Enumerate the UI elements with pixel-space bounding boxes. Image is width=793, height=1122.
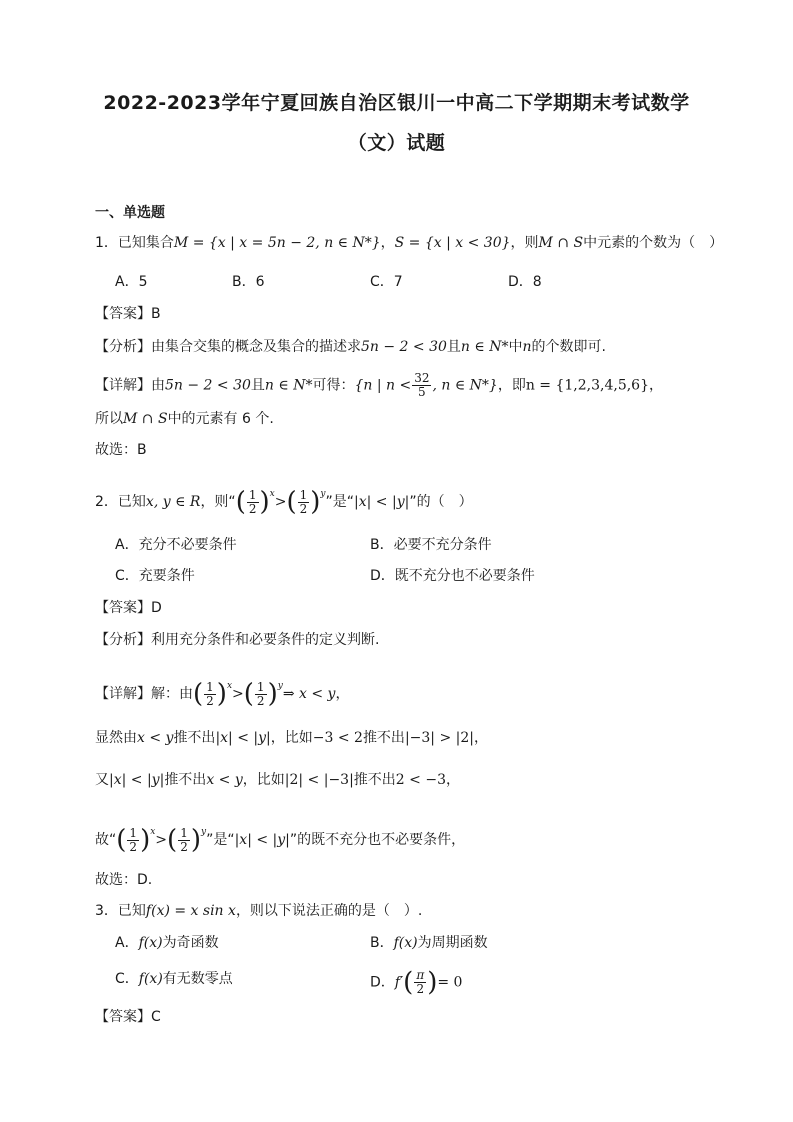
fraction-numerator: 1 xyxy=(180,825,188,840)
q2-line4-a: 故“ xyxy=(95,832,117,848)
gt-symbol: > xyxy=(274,494,287,510)
fraction-denominator: 2 xyxy=(256,693,265,708)
left-paren: ( xyxy=(243,679,254,709)
gt-symbol: > xyxy=(155,832,168,848)
right-paren: ) xyxy=(216,679,227,709)
q3-opt-c-expr: f(x) xyxy=(138,971,163,987)
q2-stem-abs: |x| < |y| xyxy=(354,494,410,510)
left-paren: ( xyxy=(116,825,127,855)
q1-analysis-expr: 5n − 2 < 30 xyxy=(361,339,447,355)
q3-stem-b: ，则以下说法正确的是（ ）. xyxy=(235,903,423,919)
fraction-numerator: 1 xyxy=(206,679,214,694)
left-paren: ( xyxy=(286,487,297,517)
q2-stem-c: ”是“ xyxy=(325,494,355,510)
q1-suffix-b: 中元素的个数为（ ） xyxy=(583,235,724,251)
q2-detail xyxy=(95,676,349,708)
left-paren: ( xyxy=(403,967,414,998)
left-paren: ( xyxy=(235,487,246,517)
q3-opt-d-label: D． xyxy=(370,974,395,991)
exponent-y: y xyxy=(320,489,326,499)
q1-analysis-a: 由集合交集的概念及集合的描述求 xyxy=(151,339,361,355)
fraction-denominator: 2 xyxy=(180,839,188,854)
q3-answer-value: C xyxy=(151,1009,161,1025)
q3-stem-expr: f(x) = x sin x xyxy=(145,903,236,919)
q2-analysis xyxy=(95,630,379,650)
q1-stem-prefix: 1．已知集合 xyxy=(95,235,174,251)
exponent-x: x xyxy=(269,489,275,499)
q1-analysis-n: n xyxy=(522,339,532,355)
q2-line3-d: 推不出 xyxy=(353,772,396,788)
section-heading: 一、单选题 xyxy=(95,205,165,221)
q1-detail2-expr: M ∩ S xyxy=(123,411,168,427)
q2-answer xyxy=(95,598,162,618)
q1-detail2-b: 中的元素有 6 个. xyxy=(167,411,274,427)
q1-detail-d: ，即 xyxy=(497,377,526,394)
q2-line4-c: ”的既不充分也不必要条件， xyxy=(289,832,466,848)
q2-detail-line4 xyxy=(95,822,465,854)
q1-detail-a: 由 xyxy=(151,377,165,394)
fraction-denominator: 2 xyxy=(206,693,214,708)
q2-detail-a: 解：由 xyxy=(151,686,193,702)
fraction-denominator: 2 xyxy=(248,501,257,516)
fraction-denominator: 2 xyxy=(416,982,425,996)
fraction-denominator: 5 xyxy=(418,385,426,399)
q1-sep: ， xyxy=(380,235,395,251)
q3-opt-d-eq: = 0 xyxy=(437,974,463,991)
q1-choose: 故选：B xyxy=(95,442,147,458)
q2-option-a: A．充分不必要条件 xyxy=(115,537,237,553)
q3-stem-a: 3．已知 xyxy=(95,903,146,919)
q2-line2-e1: x < y xyxy=(137,730,174,746)
exponent-x: x xyxy=(150,827,156,837)
q2-option-c: C．充要条件 xyxy=(115,568,195,584)
q3-opt-a-text: 为奇函数 xyxy=(162,935,219,951)
q2-analysis-text: 利用充分条件和必要条件的定义判断. xyxy=(151,632,380,648)
q1-detail-line2 xyxy=(95,409,274,429)
q2-detail-b: ⇒ x < y xyxy=(282,686,336,702)
detail-tag: 【详解】 xyxy=(95,686,151,702)
left-paren: ( xyxy=(167,825,178,855)
q1-analysis xyxy=(95,337,606,357)
q3-option-a xyxy=(115,933,219,953)
answer-tag: 【答案】 xyxy=(95,1009,151,1025)
fraction-denominator: 2 xyxy=(299,501,308,516)
q1-stem xyxy=(95,233,723,253)
right-paren: ) xyxy=(427,967,438,998)
detail-tag: 【详解】 xyxy=(95,377,151,394)
q2-stem-vars: x, y ∈ R xyxy=(145,494,201,510)
q1-option-d: D．8 xyxy=(508,274,542,290)
half-fraction xyxy=(247,489,259,516)
fraction-numerator: 1 xyxy=(256,679,265,694)
q2-line3-b: 推不出 xyxy=(164,772,207,788)
q1-detail-expr2: n ∈ N* xyxy=(264,377,313,394)
q2-line2-e2: |x| < |y| xyxy=(215,730,271,746)
analysis-tag: 【分析】 xyxy=(95,339,151,355)
half-fraction xyxy=(127,827,139,854)
q2-detail-line3 xyxy=(95,770,460,790)
half-fraction xyxy=(204,681,216,708)
half-fraction xyxy=(255,681,267,708)
q2-line2-a: 显然由 xyxy=(95,730,137,746)
q1-suffix-a: ，则 xyxy=(510,235,539,251)
pi-half-fraction xyxy=(414,969,426,996)
q2-answer-value: D xyxy=(151,600,162,616)
q2-line4-abs: |x| < |y| xyxy=(234,832,290,848)
q1-analysis-b: 且 xyxy=(446,339,461,355)
q1-option-a: A．5 xyxy=(115,274,148,290)
right-paren: ) xyxy=(140,825,151,855)
half-fraction xyxy=(298,489,310,516)
q3-option-c xyxy=(115,969,233,989)
q2-line3-c: ，比如 xyxy=(242,772,285,788)
right-paren: ) xyxy=(310,487,321,517)
q2-detail-line2 xyxy=(95,728,488,748)
q1-detail-b: 且 xyxy=(250,377,265,394)
q1-detail-set-left: {n | n < xyxy=(354,377,412,394)
fraction-numerator: 1 xyxy=(248,487,257,502)
fraction-numerator: 1 xyxy=(299,487,308,502)
q3-opt-b-text: 为周期函数 xyxy=(417,935,488,951)
q2-line2-d: 推不出 xyxy=(362,730,405,746)
q1-analysis-d: 的个数即可. xyxy=(531,339,606,355)
q3-option-b xyxy=(370,933,488,953)
half-fraction xyxy=(178,827,190,854)
q2-line2-f: ， xyxy=(473,730,488,746)
q3-answer xyxy=(95,1007,161,1027)
q3-opt-c-text: 有无数零点 xyxy=(162,971,233,987)
q2-choose: 故选：D. xyxy=(95,872,153,888)
q2-line3-a: 又 xyxy=(95,772,109,788)
q2-line3-e1: |x| < |y| xyxy=(109,772,165,788)
q1-set-m: M = {x | x = 5n − 2, n ∈ N*} xyxy=(173,235,381,251)
q2-line2-b: 推不出 xyxy=(173,730,216,746)
fraction-numerator: 32 xyxy=(414,371,430,385)
q1-detail-expr3: n = {1,2,3,4,5,6} xyxy=(525,377,649,394)
q1-option-b: B．6 xyxy=(232,274,265,290)
right-paren: ) xyxy=(259,487,270,517)
q1-answer xyxy=(95,304,161,324)
q2-stem-a: 2．已知 xyxy=(95,494,146,510)
q2-line3-e4: 2 < −3 xyxy=(395,772,446,788)
q1-detail-set-right: , n ∈ N*} xyxy=(432,377,498,394)
q3-opt-b-expr: f(x) xyxy=(393,935,418,951)
fraction-denominator: 2 xyxy=(129,839,138,854)
analysis-tag: 【分析】 xyxy=(95,632,151,648)
gt-symbol: > xyxy=(232,686,244,702)
fraction-numerator: 1 xyxy=(129,825,138,840)
document-title-line1: 2022-2023学年宁夏回族自治区银川一中高二下学期期末考试数学 xyxy=(103,92,690,114)
document-title-line2: （文）试题 xyxy=(347,132,446,154)
q2-stem xyxy=(95,484,473,516)
q1-analysis-c: 中 xyxy=(508,339,523,355)
fraction-numerator: π xyxy=(416,968,425,982)
q1-set-s: S = {x | x < 30} xyxy=(394,235,511,251)
q1-analysis-expr2: n ∈ N* xyxy=(460,339,509,355)
q2-line3-e2: x < y xyxy=(206,772,243,788)
right-paren: ) xyxy=(190,825,201,855)
q2-line2-c: ，比如 xyxy=(270,730,313,746)
q2-option-d: D．既不充分也不必要条件 xyxy=(370,568,535,584)
answer-tag: 【答案】 xyxy=(95,600,151,616)
q1-detail-fraction xyxy=(412,372,431,399)
q3-opt-a-label: A． xyxy=(115,935,139,951)
q1-expr: M ∩ S xyxy=(538,235,584,251)
left-paren: ( xyxy=(193,679,204,709)
q3-opt-c-label: C． xyxy=(115,971,139,987)
q3-opt-d-expr: f′ xyxy=(394,974,404,991)
right-paren: ) xyxy=(267,679,278,709)
q1-option-c: C．7 xyxy=(370,274,403,290)
q2-line3-f: ， xyxy=(445,772,460,788)
q3-opt-a-expr: f(x) xyxy=(138,935,163,951)
q1-detail-e: ， xyxy=(648,377,663,394)
q3-opt-b-label: B． xyxy=(370,935,394,951)
q2-stem-b: ，则“ xyxy=(200,494,236,510)
q2-detail-c: ， xyxy=(335,686,350,702)
q2-line4-b: ”是“ xyxy=(206,832,235,848)
q2-line3-e3: |2| < |−3| xyxy=(284,772,354,788)
exponent-y: y xyxy=(277,681,283,691)
q1-detail-c: 可得： xyxy=(312,377,355,394)
q3-stem xyxy=(95,901,422,921)
q1-answer-value: B xyxy=(151,306,161,322)
answer-tag: 【答案】 xyxy=(95,306,151,322)
q3-option-d xyxy=(370,969,462,996)
q1-detail xyxy=(95,372,663,399)
exponent-y: y xyxy=(200,827,207,837)
q2-line2-e4: |−3| > |2| xyxy=(404,730,474,746)
exponent-x: x xyxy=(226,681,233,691)
q2-option-b: B．必要不充分条件 xyxy=(370,537,492,553)
q1-detail-expr1: 5n − 2 < 30 xyxy=(165,377,251,394)
q2-line2-e3: −3 < 2 xyxy=(312,730,363,746)
q1-detail2-a: 所以 xyxy=(95,411,123,427)
q2-stem-d: ”的（ ） xyxy=(409,494,473,510)
